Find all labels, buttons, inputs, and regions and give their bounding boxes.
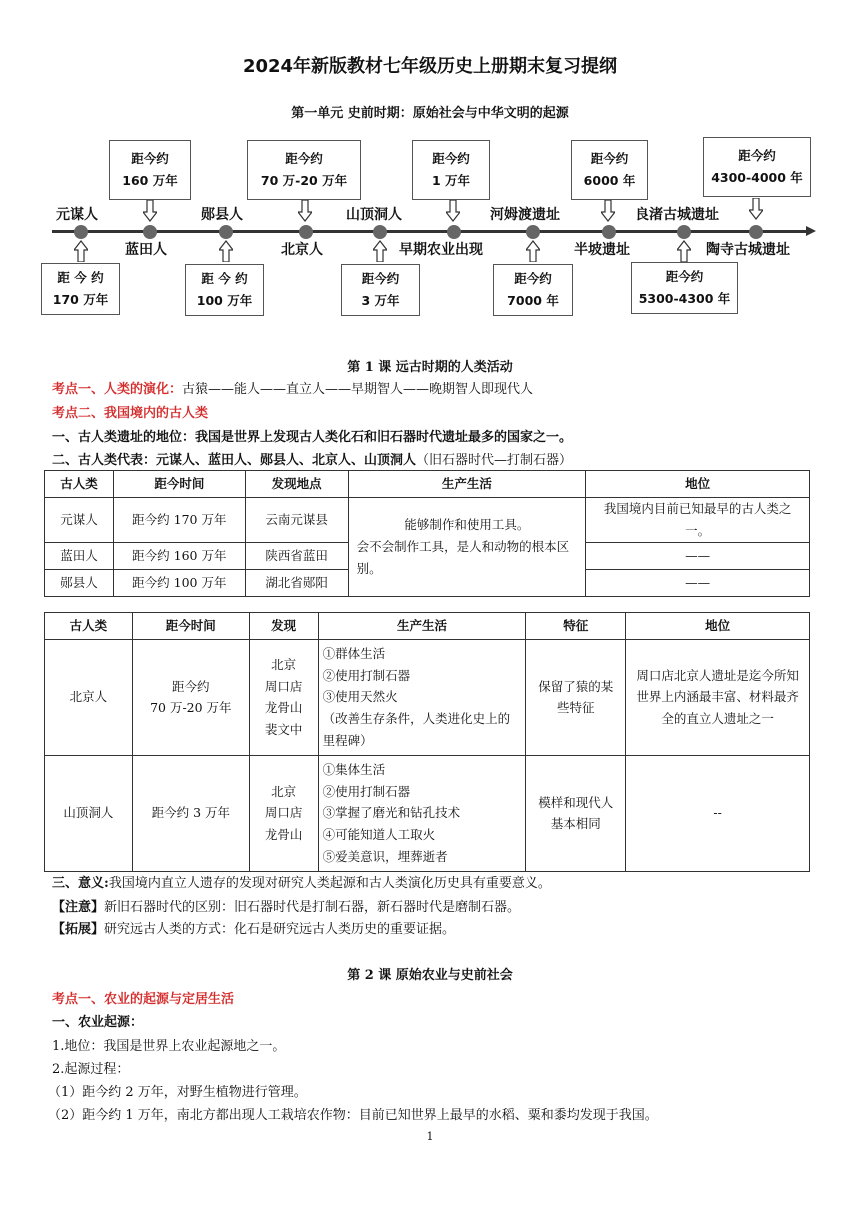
timeline-label-yunxian: 郧县人 bbox=[201, 207, 243, 223]
timeline-dot bbox=[602, 225, 616, 239]
timeline-label-banpo: 半坡遗址 bbox=[574, 242, 630, 258]
arrow-up-icon bbox=[677, 240, 691, 262]
date-box-line: 距 今 约 bbox=[201, 270, 248, 286]
timeline-dot bbox=[749, 225, 763, 239]
table-cell: 模样和现代人基本相同 bbox=[526, 755, 626, 871]
arrow-down-icon bbox=[601, 200, 615, 222]
date-box-line: 距今约 bbox=[514, 270, 552, 286]
table-header: 发现地点 bbox=[245, 471, 348, 498]
date-box-line: 距今约 bbox=[432, 150, 470, 166]
table-header: 距今时间 bbox=[113, 471, 245, 498]
date-box-line: 7000 年 bbox=[507, 293, 559, 308]
timeline-axis bbox=[52, 230, 808, 233]
time-line: 距今约 bbox=[172, 678, 210, 694]
meaning-text: 我国境内直立人遗存的发现对研究人类起源和古人类演化历史具有重要意义。 bbox=[108, 876, 551, 891]
table-cell: 距今约 170 万年 bbox=[113, 497, 245, 542]
table-cell: 郧县人 bbox=[45, 569, 114, 596]
date-box bbox=[412, 140, 490, 200]
site-line: 周口店 bbox=[264, 678, 303, 694]
table-cell bbox=[318, 755, 526, 871]
timeline-dot bbox=[143, 225, 157, 239]
lesson1-point2: 考点二、我国境内的古人类 bbox=[52, 406, 209, 421]
table-cell: 云南元谋县 bbox=[245, 497, 348, 542]
life-line: ①群体生活 bbox=[322, 645, 386, 661]
lesson1-item2 bbox=[52, 449, 572, 468]
lesson1-note bbox=[52, 896, 520, 915]
site-line: 周口店 bbox=[264, 805, 303, 821]
table-header: 生产生活 bbox=[348, 471, 586, 498]
lesson1-meaning bbox=[52, 872, 551, 891]
unit-title: 第一单元 史前时期：原始社会与中华文明的起源 bbox=[291, 106, 569, 121]
table-cell bbox=[249, 755, 318, 871]
arrow-up-icon bbox=[219, 240, 233, 262]
timeline-dot bbox=[677, 225, 691, 239]
timeline-label-shandingdong: 山顶洞人 bbox=[346, 207, 402, 223]
site-line: 裴文中 bbox=[264, 722, 303, 738]
timeline-dot bbox=[447, 225, 461, 239]
site-line: 龙骨山 bbox=[264, 700, 303, 716]
ancient-humans-table-2 bbox=[44, 612, 810, 872]
date-box-line: 3 万年 bbox=[361, 293, 400, 308]
lesson1-point1 bbox=[52, 378, 533, 397]
date-box bbox=[571, 140, 648, 200]
note-text: 新旧石器时代的区别：旧石器时代是打制石器，新石器时代是磨制石器。 bbox=[104, 900, 521, 915]
date-box-line: 距今约 bbox=[590, 150, 629, 166]
date-box bbox=[341, 264, 420, 316]
lesson2-line: （2）距今约 1 万年，南北方都出现人工栽培农作物：目前已知世界上最早的水稻、粟和黍均发现于我国。 bbox=[48, 1108, 658, 1123]
arrow-down-icon bbox=[749, 198, 763, 220]
arrow-up-icon bbox=[74, 240, 88, 262]
timeline-label-beijing: 北京人 bbox=[281, 242, 323, 258]
timeline-label-hemudu: 河姆渡遗址 bbox=[490, 207, 560, 223]
date-box-line: 距今约 bbox=[285, 150, 323, 166]
site-line: 龙骨山 bbox=[264, 827, 303, 843]
table-header: 距今时间 bbox=[132, 613, 249, 640]
meaning-label: 三、意义: bbox=[52, 876, 109, 891]
date-box bbox=[109, 140, 191, 200]
life-line: ⑤爱美意识，埋葬逝者 bbox=[322, 849, 448, 865]
date-box-line: 4300-4000 年 bbox=[711, 170, 803, 185]
life-line: ②使用打制石器 bbox=[322, 783, 411, 799]
timeline-dot bbox=[74, 225, 88, 239]
life-line: ③掌握了磨光和钻孔技术 bbox=[322, 805, 461, 821]
table-cell: 蓝田人 bbox=[45, 542, 114, 569]
lesson2-point1: 考点一、农业的起源与定居生活 bbox=[52, 992, 235, 1007]
timeline-dot bbox=[373, 225, 387, 239]
timeline-label-early-agriculture: 早期农业出现 bbox=[399, 242, 483, 258]
timeline-dot bbox=[219, 225, 233, 239]
status-cell: 我国境内目前已知最早的古人类之一。 bbox=[586, 497, 810, 542]
life-line: ③使用天然火 bbox=[322, 689, 398, 705]
date-box-line: 距 今 约 bbox=[57, 269, 104, 285]
date-box bbox=[185, 264, 264, 316]
lesson2-line: 1.地位：我国是世界上农业起源地之一。 bbox=[52, 1039, 286, 1054]
lesson1-title: 第 1 课 远古时期的人类活动 bbox=[347, 360, 513, 375]
date-box-line: 1 万年 bbox=[431, 173, 471, 188]
lesson1-item1: 一、古人类遗址的地位：我国是世界上发现古人类化石和旧石器时代遗址最多的国家之一。 bbox=[52, 430, 573, 445]
timeline-arrowhead bbox=[806, 226, 816, 236]
site-line: 北京 bbox=[271, 656, 297, 672]
table-cell: 湖北省郧阳 bbox=[245, 569, 348, 596]
date-box bbox=[41, 263, 120, 315]
table-cell: 周口店北京人遗址是迄今所知世界上内涵最丰富、材料最齐全的直立人遗址之一 bbox=[626, 639, 810, 755]
extension-label: 【拓展】 bbox=[52, 922, 105, 937]
item-label: 二、古人类代表：元谋人、蓝田人、郧县人、北京人、山顶洞人 bbox=[52, 453, 417, 468]
point-text: 古猿——能人——直立人——早期智人——晚期智人即现代人 bbox=[182, 382, 534, 397]
item-text: （旧石器时代—打制石器） bbox=[416, 453, 573, 468]
timeline-dot bbox=[299, 225, 313, 239]
table-header: 特征 bbox=[526, 613, 626, 640]
date-box-line: 160 万年 bbox=[122, 173, 178, 188]
table-header: 古人类 bbox=[45, 613, 133, 640]
status-cell: —— bbox=[586, 569, 810, 596]
table-cell: -- bbox=[626, 755, 810, 871]
date-box bbox=[493, 264, 573, 316]
time-line: 70 万-20 万年 bbox=[150, 700, 232, 716]
life-line: ①集体生活 bbox=[322, 761, 386, 777]
lesson2-line: 2.起源过程： bbox=[52, 1062, 130, 1077]
timeline-dot bbox=[526, 225, 540, 239]
lesson1-extension bbox=[52, 918, 455, 937]
date-box-line: 距今约 bbox=[361, 270, 400, 286]
arrow-down-icon bbox=[298, 200, 312, 222]
table-header: 古人类 bbox=[45, 471, 114, 498]
page-number: 1 bbox=[426, 1130, 434, 1143]
production-cell bbox=[348, 497, 586, 596]
date-box bbox=[703, 137, 811, 197]
table-cell: 元谋人 bbox=[45, 497, 114, 542]
table-header: 生产生活 bbox=[318, 613, 526, 640]
table-cell bbox=[249, 639, 318, 755]
status-cell: —— bbox=[586, 542, 810, 569]
site-line: 北京 bbox=[271, 783, 297, 799]
lesson2-line: （1）距今约 2 万年，对野生植物进行管理。 bbox=[48, 1085, 307, 1100]
arrow-down-icon bbox=[143, 200, 157, 222]
ancient-humans-table-1 bbox=[44, 470, 810, 597]
life-line: ②使用打制石器 bbox=[322, 667, 411, 683]
timeline-label-taosi: 陶寺古城遗址 bbox=[706, 242, 790, 258]
life-line: ④可能知道人工取火 bbox=[322, 827, 436, 843]
date-box-line: 6000 年 bbox=[583, 173, 636, 188]
timeline-label-yuanmou: 元谋人 bbox=[56, 207, 98, 223]
table-cell: 陕西省蓝田 bbox=[245, 542, 348, 569]
lesson2-item1: 一、农业起源： bbox=[52, 1015, 144, 1030]
table-cell: 距今约 100 万年 bbox=[113, 569, 245, 596]
date-box bbox=[631, 262, 738, 314]
arrow-up-icon bbox=[526, 240, 540, 262]
timeline-label-liangzhu: 良渚古城遗址 bbox=[635, 207, 719, 223]
table-cell: 保留了猿的某些特征 bbox=[526, 639, 626, 755]
life-line: （改善生存条件，人类进化史上的里程碑） bbox=[322, 711, 511, 749]
point-label: 考点一、人类的演化： bbox=[52, 382, 183, 397]
lesson2-title: 第 2 课 原始农业与史前社会 bbox=[347, 968, 513, 983]
table-cell: 山顶洞人 bbox=[45, 755, 133, 871]
date-box-line: 距今约 bbox=[738, 147, 776, 163]
date-box-line: 5300-4300 年 bbox=[638, 291, 731, 306]
date-box-line: 距今约 bbox=[665, 268, 704, 284]
date-box-line: 距今约 bbox=[131, 150, 169, 166]
table-cell: 北京人 bbox=[45, 639, 133, 755]
production-line: 会不会制作工具，是人和动物的根本区别。 bbox=[356, 538, 570, 576]
table-header: 地位 bbox=[586, 471, 810, 498]
table-header: 发现 bbox=[249, 613, 318, 640]
table-cell bbox=[132, 639, 249, 755]
note-label: 【注意】 bbox=[52, 900, 105, 915]
arrow-down-icon bbox=[446, 200, 460, 222]
document-title: 2024年新版教材七年级历史上册期末复习提纲 bbox=[242, 56, 618, 77]
date-box-line: 100 万年 bbox=[196, 293, 253, 308]
extension-text: 研究远古人类的方式：化石是研究远古人类历史的重要证据。 bbox=[104, 922, 456, 937]
table-cell: 距今约 3 万年 bbox=[132, 755, 249, 871]
table-header: 地位 bbox=[626, 613, 810, 640]
date-box-line: 70 万-20 万年 bbox=[260, 173, 348, 188]
date-box bbox=[247, 140, 361, 200]
table-cell bbox=[318, 639, 526, 755]
date-box-line: 170 万年 bbox=[52, 292, 109, 307]
table-cell: 距今约 160 万年 bbox=[113, 542, 245, 569]
production-line: 能够制作和使用工具。 bbox=[404, 516, 530, 532]
arrow-up-icon bbox=[373, 240, 387, 262]
timeline-label-lantian: 蓝田人 bbox=[125, 242, 167, 258]
